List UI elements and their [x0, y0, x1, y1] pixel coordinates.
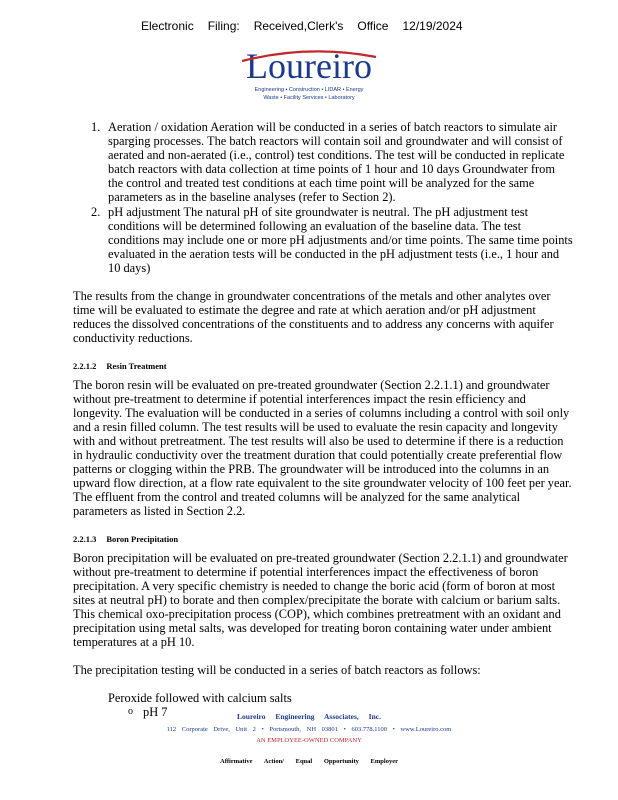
section-number: 2.2.1.3 — [73, 534, 97, 545]
footer-ownership: AN EMPLOYEE-OWNED COMPANY — [256, 737, 362, 744]
document-body — [73, 120, 573, 719]
footer-company: Loureiro Engineering Associates, Inc. — [237, 712, 381, 721]
letterhead-logo — [0, 48, 618, 102]
logo-tagline-2: Waste • Facility Services • Laboratory — [263, 95, 355, 101]
bullet-text: Peroxide followed with calcium salts — [108, 691, 292, 706]
footer-eeo: Affirmative Action/ Equal Opportunity Employer — [220, 758, 398, 765]
section-number: 2.2.1.2 — [73, 361, 97, 372]
boron-paragraph: Boron precipitation will be evaluated on pre-treated groundwater (Section 2.2.1.1) and groundwater without pre-treatment to determine if potential interferences impact the effectiveness of boron precipitation. A very specific chemistry is needed to change the boric acid (form of boron at most sites at neutral pH) to borate and then complex/precipitate the borate with calcium or barium salts. This chemical oxo-precipitation process (COP), which combines pretreatment with an oxidant and precipitation using metal salts, was developed for treating boron containing water under ambient temperatures at a pH 10. — [73, 550, 568, 650]
step-text: pH adjustment The natural pH of site groundwater is neutral. The pH adjustment test conditions will be determined following an evaluation of the baseline data. The test conditions may include one or more pH adjustments and/or time points. The same time points evaluated in the aeration tests will be conducted in the pH adjustment tests (i.e., 1 hour and 10 days) — [108, 204, 573, 275]
filing-stamp — [141, 19, 477, 33]
boron-heading — [73, 532, 573, 546]
bullet-item — [73, 691, 573, 705]
step-number: 2. — [91, 204, 101, 219]
sub-bullet-text: pH 7 — [143, 705, 168, 720]
step-aeration — [73, 120, 573, 205]
step-text: Aeration / oxidation Aeration will be conducted in a series of batch reactors to simulate air sparging processes. The batch reactors will contain soil and groundwater and will consist of aerated and non-aerated (i.e., control) test conditions. The test will be conducted in replicate batch reactors with data collection at time points of 1 hour and 10 days Groundwater from the control and treated test conditions at each time point will be analyzed for the same parameters as in the baseline analyses (refer to Section 2). — [108, 120, 565, 205]
test-steps-list — [73, 120, 573, 275]
stamp-received: Received,Clerk's — [253, 19, 344, 33]
section-title: Boron Precipitation — [106, 534, 179, 545]
results-paragraph: The results from the change in groundwater concentrations of the metals and other analytes over time will be evaluated to estimate the degree and rate at which aeration and/or pH adjustment reduces the dissolved concentrations of the constituents and to address any concerns with aquifer conductivity reductions. — [73, 289, 554, 346]
logo-tagline-1: Engineering • Construction • LIDAR • Energy — [254, 87, 364, 93]
sub-bullet-glyph: o — [128, 706, 133, 718]
resin-heading — [73, 359, 573, 373]
step-ph-adjustment — [73, 205, 573, 275]
precipitation-intro: The precipitation testing will be conducted in a series of batch reactors as follows: — [73, 663, 481, 678]
stamp-electronic: Electronic — [141, 19, 194, 33]
stamp-filing: Filing: — [207, 19, 240, 33]
section-title: Resin Treatment — [106, 361, 167, 372]
letterhead-footer — [0, 712, 618, 765]
step-number: 1. — [91, 120, 101, 134]
resin-paragraph: The boron resin will be evaluated on pre-treated groundwater (Section 2.2.1.1) and groundwater without pre-treatment to determine if potential interferences impact the resin efficiency and longevity. The evaluation will be conducted in a series of columns including a control with soil only and a resin filled column. The test results will be used to evaluate the resin capacity and longevity with and without pretreatment. The test results will also be used to determine if there is a reduction in hydraulic conductivity over the treatment duration that could potentially create preferential flow patterns or clogging within the PRB. The groundwater will be introduced into the columns in an upward flow direction, at a flow rate equivalent to the site groundwater velocity of 100 feet per year. The effluent from the control and treated columns will be analyzed for the same analytical parameters as listed in Section 2.2. — [73, 377, 572, 519]
stamp-date: 12/19/2024 — [402, 19, 463, 33]
loureiro-logo — [234, 48, 384, 86]
logo-wordmark: Loureiro — [246, 48, 372, 86]
footer-address: 112 Corporate Drive, Unit 2 • Portsmouth, NH 03801 • 603.778.1100 • www.Loureiro.com — [166, 726, 452, 733]
stamp-office: Office — [357, 19, 389, 33]
